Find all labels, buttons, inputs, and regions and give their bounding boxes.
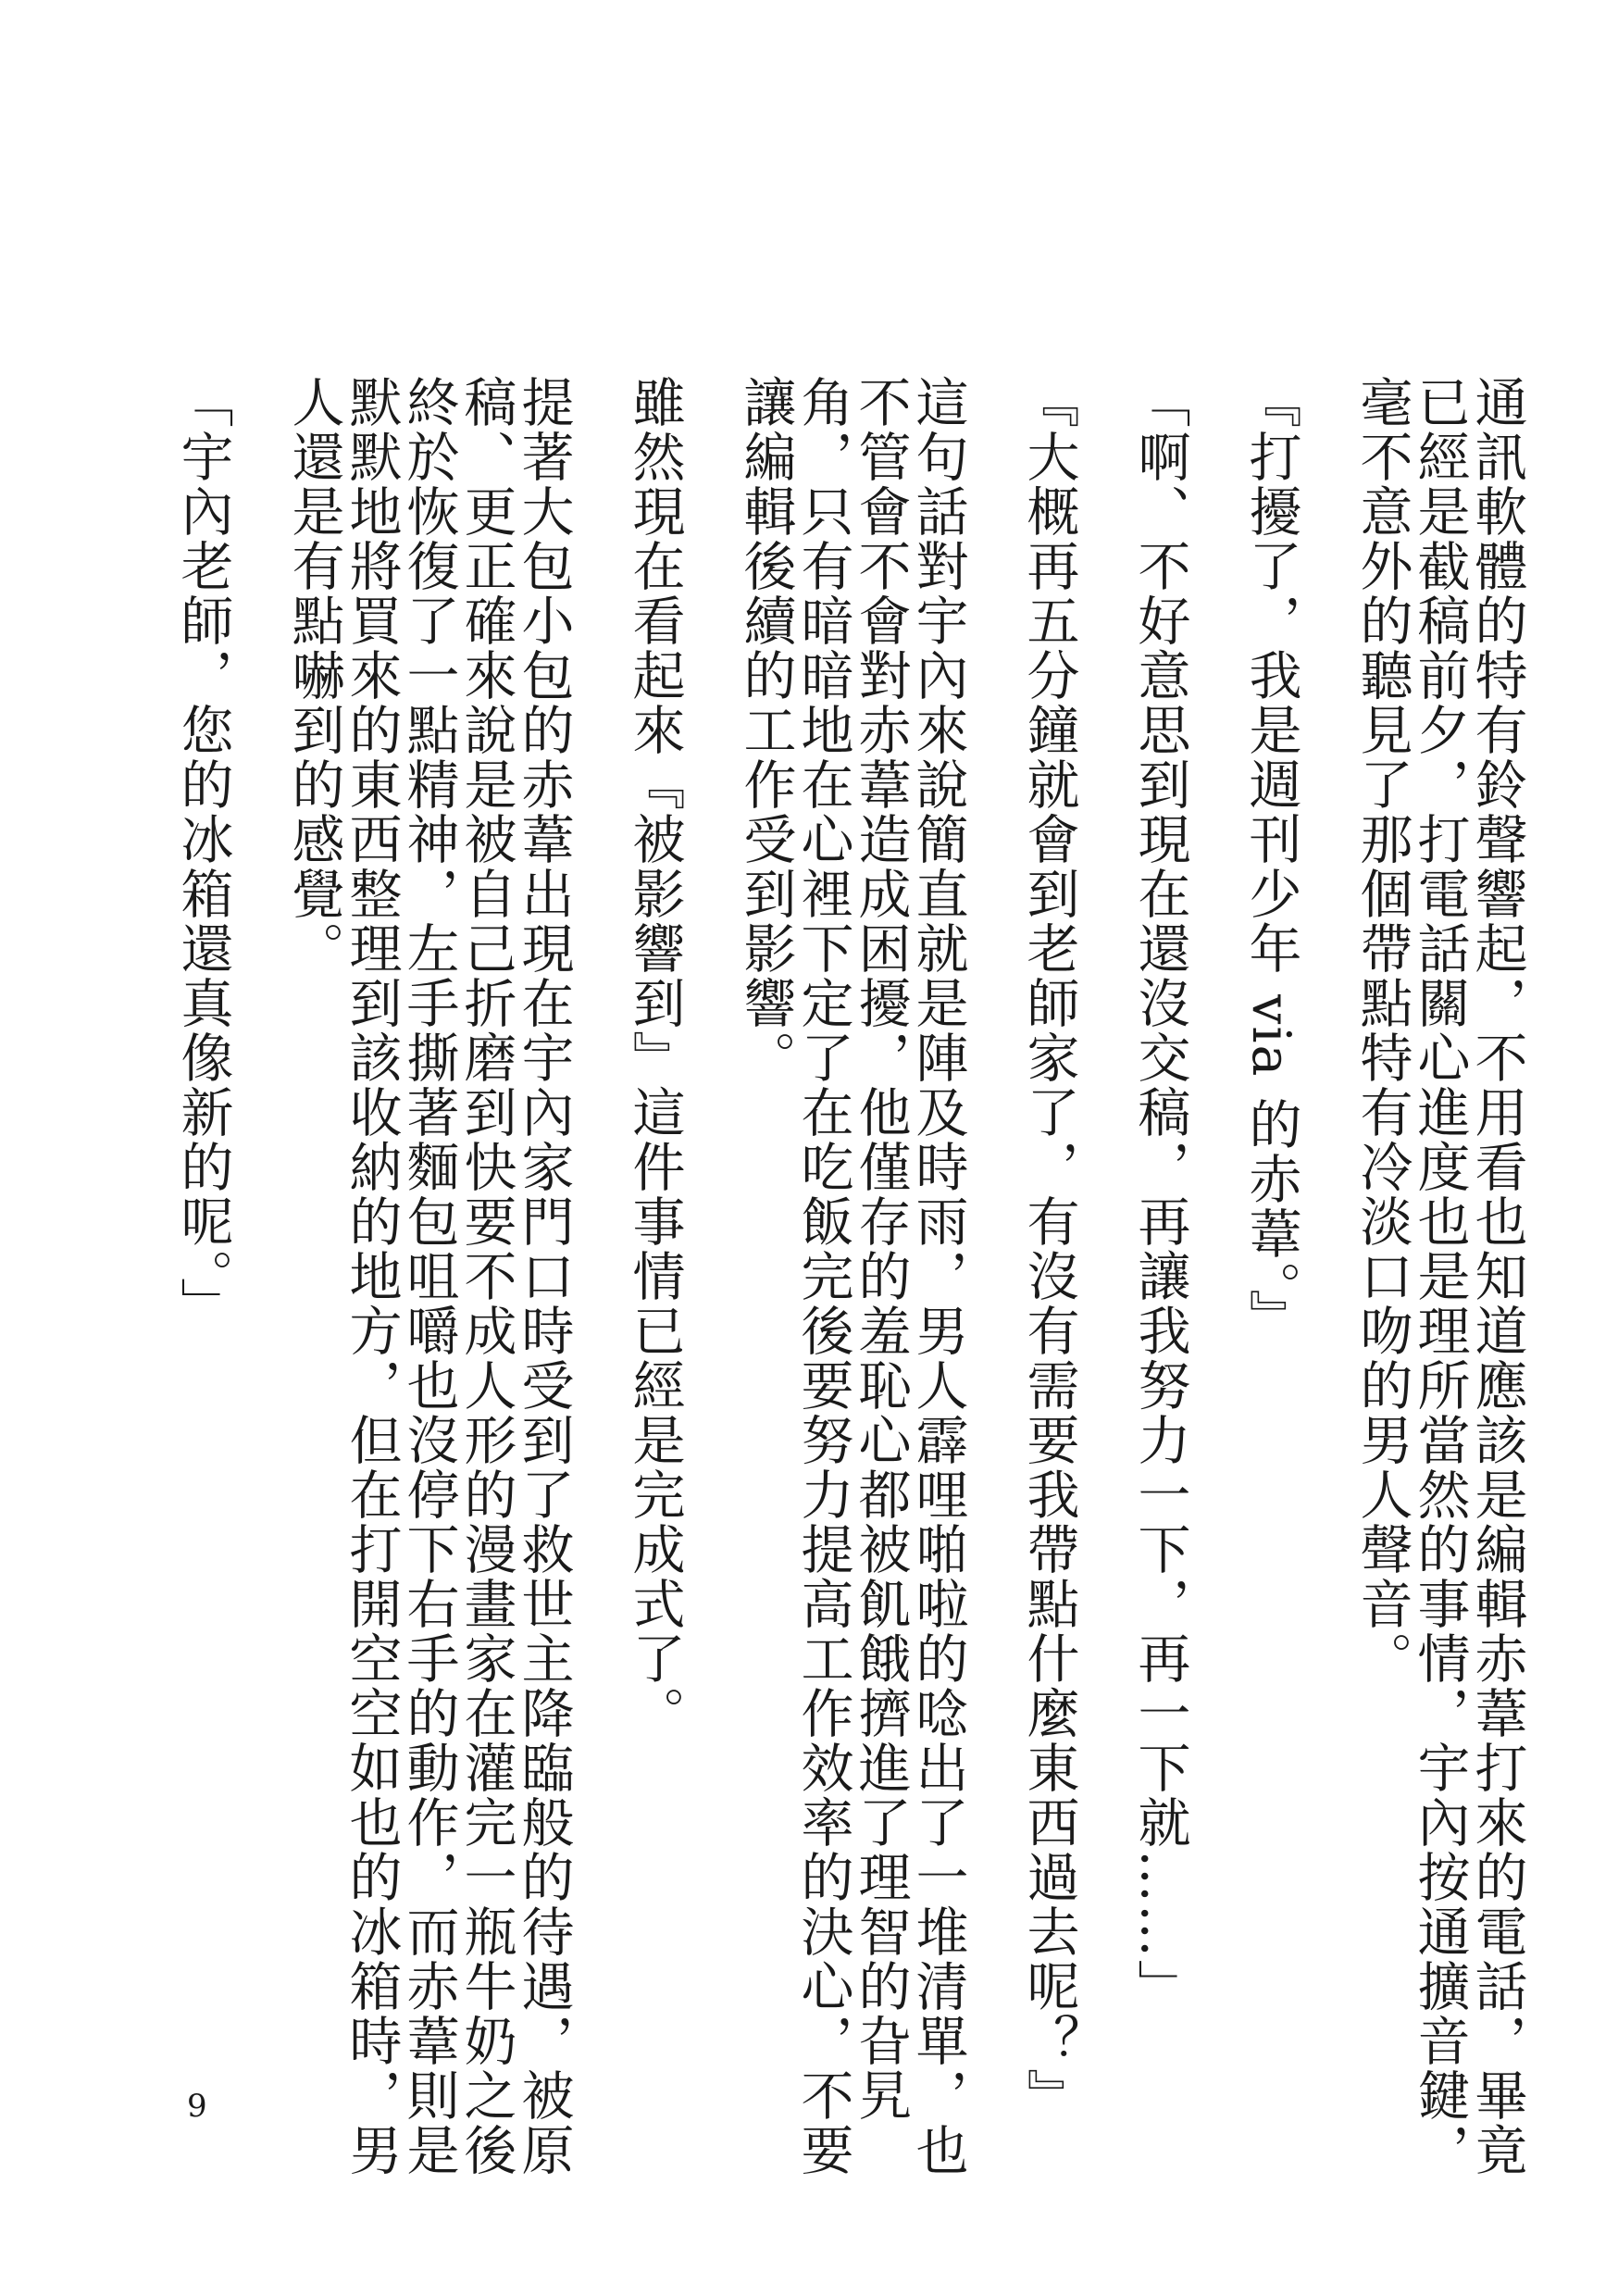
- paragraph-7: 提著大包小包的赤葦出現在宇內家門口時受到了救世主降臨般的待遇，被原 稿、更正確來說是被自己折磨到快要不成人形的漫畫家在灌完一瓶牛奶之後 終於恢復了一點精神，左手撕著麵包咀嚼也沒停下右手的動作，而赤葦則是 默默地將買來的東西整理到該收納的地方，但在打開空空如也的冰箱時，男 人還是有點嚇到的感覺。: [283, 375, 574, 2177]
- paragraph-5: 這句話對宇內來說簡直就是陣及時雨，男人霹哩啪啦的唸出了一堆清單，也 不管會不會對赤葦造成困擾，他僅存的羞恥心都被飢餓擠進了理智的旮旯 角，只有暗暗地在心裡下定了在吃飯完後要努力提高工作效率的決心，不要 讓編輯後續的工作受到影響。: [735, 375, 968, 2177]
- paragraph-3: 「啊、不好意思到現在還沒交稿，再讓我努力一下，再一下就……」: [1129, 375, 1190, 2014]
- paragraph-6: 雖然現在看起來『被影響到』這件事情已經是完成式了。: [624, 375, 685, 1741]
- page-number: 9: [187, 2088, 207, 2125]
- paragraph-1: 通訊軟體的特有鈴聲響起，不用看也知道應該是編輯赤葦打來的電話，畢竟 已經是截稿前夕，打電話關心進度也是理所當然的事情，宇內按通擴音鍵， 毫不意外的聽見了那個帶點特有冷淡口吻的男人聲音。: [1351, 375, 1527, 2177]
- paragraph-8: 「宇內老師，您的冰箱還真像新的呢。」: [172, 375, 233, 1332]
- paragraph-2: 『打擾了，我是週刊少年 via 的赤葦。』: [1240, 375, 1301, 1344]
- paragraph-4: 『大概再五分鐘就會到老師家了，有沒有需要我帶點什麼東西過去呢？』: [1018, 375, 1079, 2123]
- body-text: [172, 375, 1527, 2177]
